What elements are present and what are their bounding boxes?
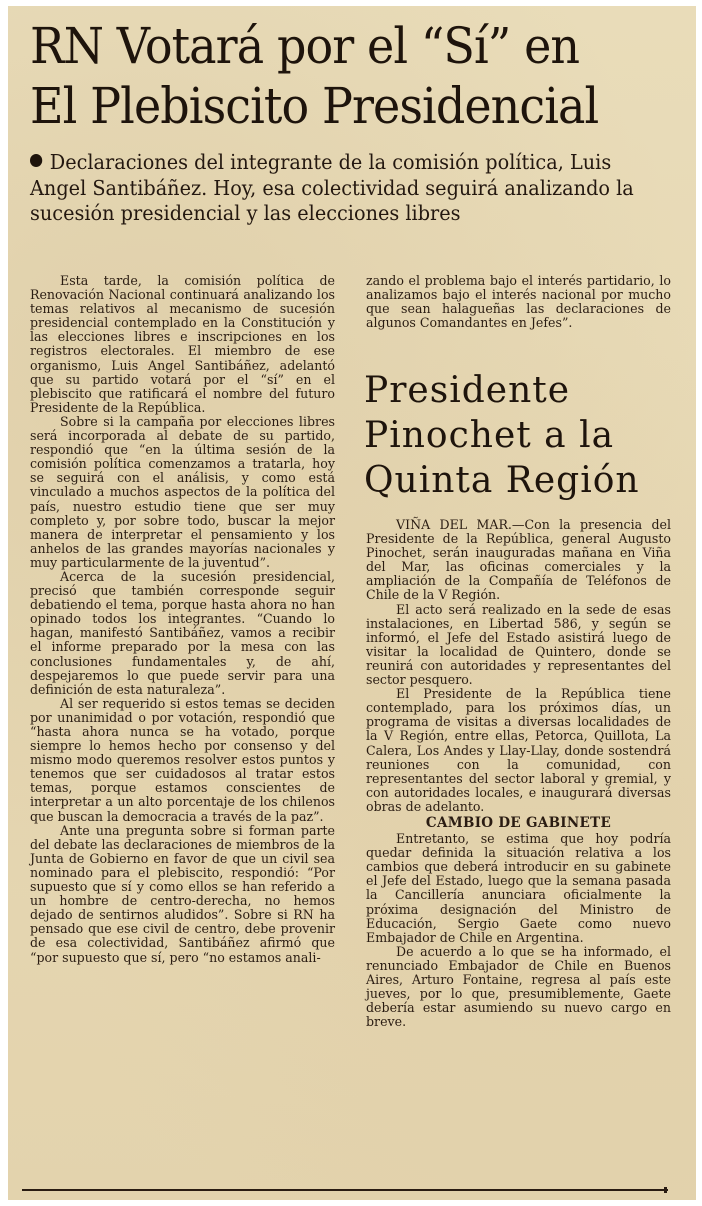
paragraph: Esta tarde, la comisión política de Renovación Nacional continuará analizando los temas relativos al mecanismo de sucesión presidencial contemplado en la Constitución y las elecciones libres e inscripciones en los registros electorales. El miembro de ese organismo, Luis Angel Santibáñez, adelantó que su partido votará por el “sí” en el plebiscito que ratificará el nombre del futuro Presidente de la República. [30, 273, 335, 415]
second-headline-line-1: Presidente [364, 370, 571, 411]
paragraph: Sobre si la campaña por elecciones libres será incorporada al debate de su partido, respondió que “en la última sesión de la comisión política comenzamos a tratarla, hoy se seguirá con el análisis, y como está vinculado a muchos aspectos de la política del país, nuestro estudio tiene que ser muy completo y, por sobre todo, buscar la mejor manera de interpretar el pensamiento y los anhelos de las grandes mayorías nacionales y muy particularmente de la juventud”. [30, 413, 335, 570]
bottom-rule-end [664, 1187, 667, 1193]
paragraph: Acerca de la sucesión presidencial, precisó que también corresponde seguir debatiendo el tema, porque hasta ahora no han opinado todos los integrantes. “Cuando lo hagan, manifestó Santibáñez, vamos a recibir el informe preparado por la mesa con las conclusiones fundamentales y, de ahí, despejaremos lo que puede servir para una definición de esta naturaleza”. [30, 568, 335, 697]
second-headline-line-2: Pinochet a la [364, 415, 615, 456]
newspaper-clipping [8, 6, 696, 1200]
paragraph: VIÑA DEL MAR.—Con la presencia del Presidente de la República, general Augusto Pinochet, serán inauguradas mañana en Viña del Mar, las oficinas comerciales y la ampliación de la Compañía de Teléfonos de Chile de la V Región. [366, 517, 671, 603]
left-column [30, 274, 335, 965]
bullet-icon [30, 154, 42, 167]
deck-text: Declaraciones del integrante de la comisión política, Luis Angel Santibáñez. Hoy, esa colectividad seguirá analizando la sucesión presidencial y las elecciones libres [30, 150, 634, 225]
section-heading: CAMBIO DE GABINETE [425, 814, 612, 831]
paragraph: Al ser requerido si estos temas se deciden por unanimidad o por votación, respondió que “hasta ahora nunca se ha votado, porque siempre lo hemos hecho por consenso y del mismo modo queremos resolver estos puntos y tenemos que ser cuidadosos al tratar estos temas, porque estamos conscientes de interpretar a un alto porcentaje de los chilenos que buscan la democracia a través de la paz”. [30, 695, 335, 824]
paragraph: De acuerdo a lo que se ha informado, el renunciado Embajador de Chile en Buenos Aires, Arturo Fontaine, regresa al país este jueves, por lo que, presumiblemente, Gaete debería estar asumiendo su nuevo cargo en breve. [366, 943, 671, 1030]
paragraph: Entretanto, se estima que hoy podría quedar definida la situación relativa a los cambios que deberá introducir en su gabinete el Jefe del Estado, luego que la semana pasada la Cancillería anunciara oficialmente la próxima designación del Ministro de Educación, Sergio Gaete como nuevo Embajador de Chile en Argentina. [366, 831, 671, 945]
paragraph: El Presidente de la República tiene contemplado, para los próximos días, un programa de visitas a diversas localidades de la V Región, entre ellas, Petorca, Quillota, La Calera, Los Andes y Llay-Llay, donde sostendrá reuniones con la comunidad, con representantes del sector laboral y gremial, y con autoridades locales, e inaugurará diversas obras de adelanto. [366, 686, 671, 814]
bottom-rule [22, 1189, 668, 1191]
paragraph: Ante una pregunta sobre si forman parte del debate las declaraciones de miembros de la Junta de Gobierno en favor de que un civil sea nominado para el plebiscito, respondió: “Por supuesto que sí y como ellos se han referido a un hombre de centro-derecha, no hemos dejado de sentirnos aludidos”. Sobre si RN ha pensado que ese civil de centro, debe provenir de esa colectividad, Santibáñez afirmó que “por supuesto que sí, pero “no estamos anali- [30, 822, 335, 965]
paragraph: El acto será realizado en la sede de esas instalaciones, en Libertad 586, y según se informó, el Jefe del Estado asistirá luego de visitar la localidad de Quintero, donde se reunirá con autoridades y representantes del sector pesquero. [366, 601, 671, 688]
second-headline [364, 368, 684, 503]
paragraph: zando el problema bajo el interés partidario, lo analizamos bajo el interés nacional por mucho que sean halagueñas las declaraciones de algunos Comandantes en Jefes”. [366, 273, 671, 331]
second-article-body [366, 518, 671, 1029]
main-headline [30, 16, 637, 136]
headline-line-2: El Plebiscito Presidencial [30, 77, 599, 135]
deck-summary [30, 150, 650, 227]
right-column-continuation [366, 274, 671, 330]
headline-line-1: RN Votará por el “Sí” en [30, 17, 580, 75]
second-headline-line-3: Quinta Región [364, 460, 640, 501]
